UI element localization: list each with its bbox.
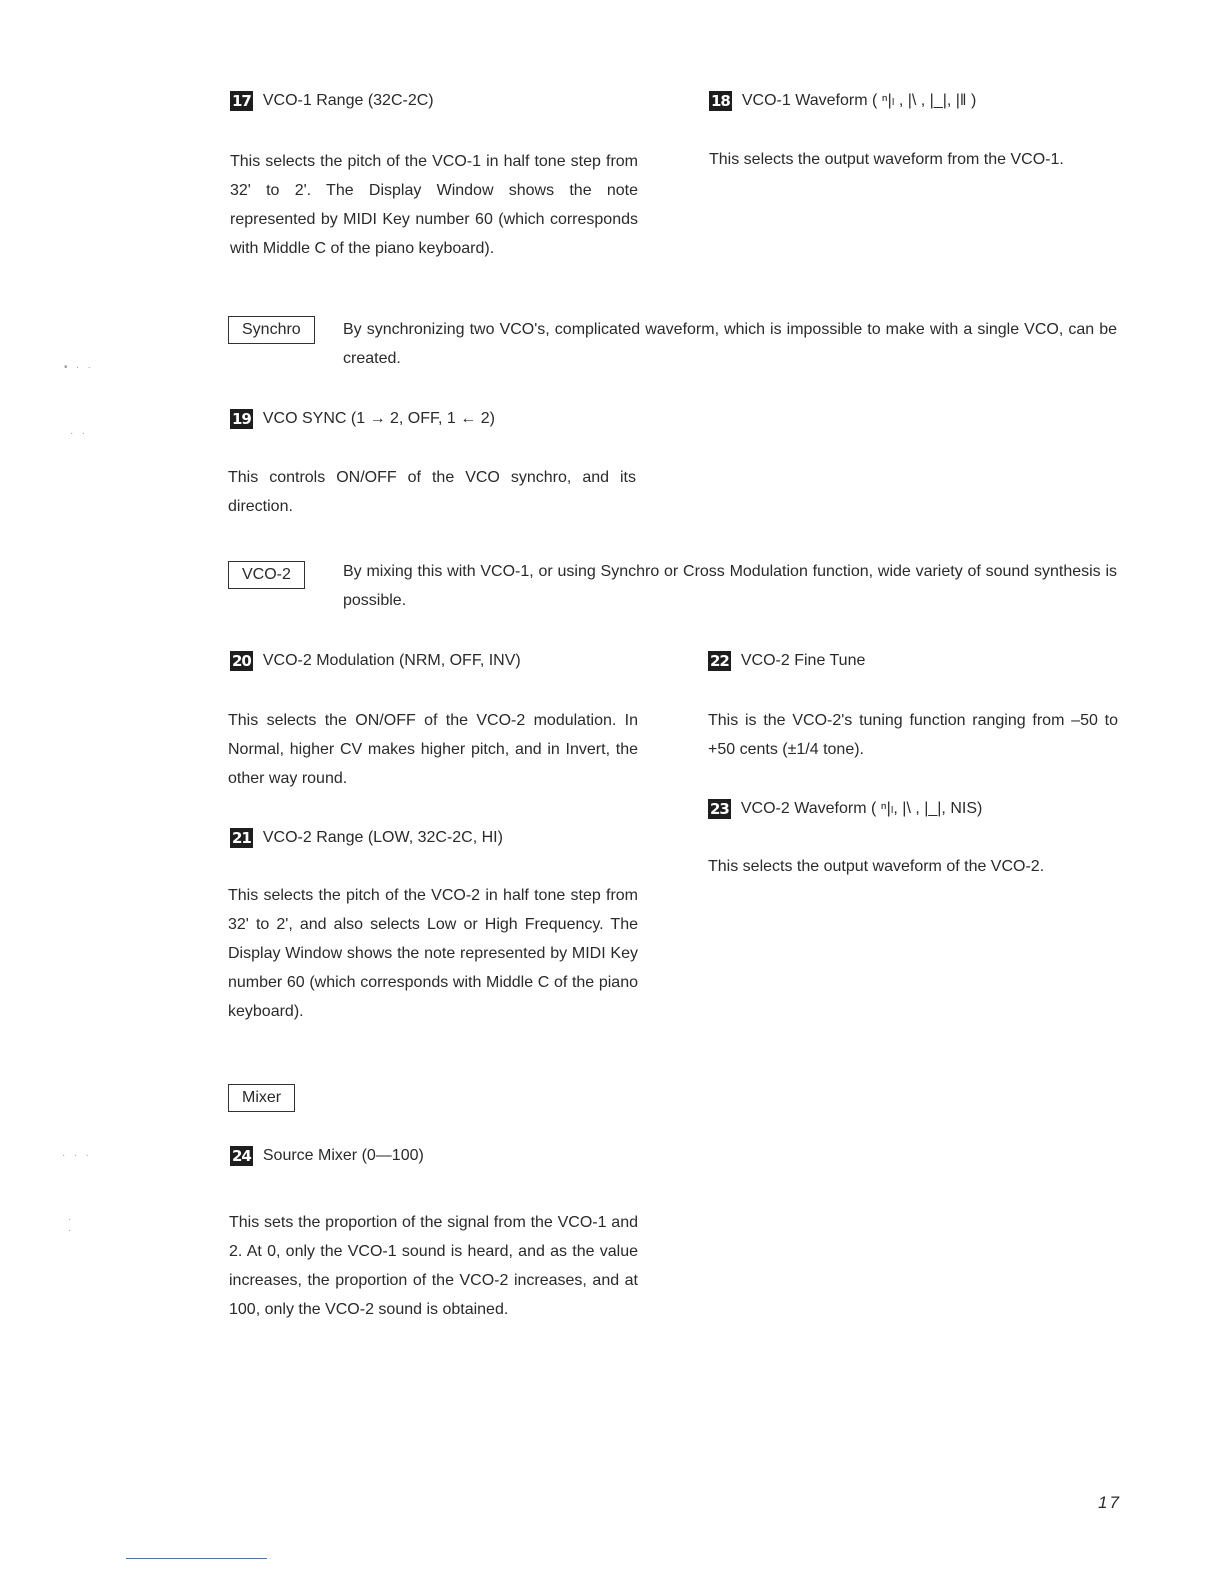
margin-specks: · · (70, 428, 85, 439)
margin-specks: · · · (62, 1150, 89, 1161)
section-17-badge: 17 (232, 92, 251, 110)
section-23-badge: 23 (710, 800, 729, 818)
section-21-body: This selects the pitch of the VCO-2 in half tone step from 32' to 2', and also selects Low or High Frequency. The Display Window shows the note represented by MIDI Key number 60 (which corresponds with Middle C of the piano keyboard). (228, 887, 638, 1020)
section-23-title: VCO-2 Waveform ( ⁿ|ₗ, |\ , |_|, NIS) (740, 800, 983, 817)
section-22-badge: 22 (710, 652, 729, 670)
section-18-title: VCO-1 Waveform ( ⁿ|ₗ , |\ , |_|, |‖ ) (741, 92, 977, 109)
section-19-title: VCO SYNC (1 → 2, OFF, 1 ← 2) (262, 410, 495, 427)
section-23-heading (708, 799, 982, 819)
section-21-badge: 21 (232, 829, 251, 847)
section-19-badge: 19 (232, 410, 251, 428)
page-number: 17 (1098, 1493, 1121, 1512)
section-19-heading (230, 409, 495, 429)
section-20-badge: 20 (232, 652, 251, 670)
section-17-body: This selects the pitch of the VCO-1 in half tone step from 32' to 2'. The Display Window shows the note represented by MIDI Key number 60 (which corresponds with Middle C of the piano keyboard). (230, 153, 638, 257)
section-22-body: This is the VCO-2's tuning function ranging from –50 to +50 cents (±1/4 tone). (708, 712, 1118, 758)
section-20-body: This selects the ON/OFF of the VCO-2 modulation. In Normal, higher CV makes higher pitch, and in Invert, the other way round. (228, 712, 638, 787)
section-24-body: This sets the proportion of the signal from the VCO-1 and 2. At 0, only the VCO-1 sound is heard, and as the value increases, the proportion of the VCO-2 increases, and at 100, only the VCO-2 sound is obtained. (229, 1214, 638, 1318)
section-24-badge: 24 (232, 1147, 251, 1165)
section-20-heading (230, 651, 521, 671)
synchro-label: Synchro (228, 316, 315, 344)
section-23-body: This selects the output waveform of the VCO-2. (708, 858, 1045, 875)
section-19-body: This controls ON/OFF of the VCO synchro, and its direction. (228, 469, 636, 515)
section-18-heading (709, 91, 976, 111)
margin-specks: · · (68, 1214, 72, 1236)
margin-specks: • · · (64, 362, 91, 373)
section-18-badge: 18 (711, 92, 730, 110)
section-17-title: VCO-1 Range (32C-2C) (262, 92, 434, 109)
section-20-title: VCO-2 Modulation (NRM, OFF, INV) (262, 652, 521, 669)
mixer-label: Mixer (228, 1084, 295, 1112)
section-21-heading (230, 828, 503, 848)
section-17-heading (230, 91, 434, 111)
vco2-label: VCO-2 (228, 561, 305, 589)
section-18-body: This selects the output waveform from the VCO-1. (709, 151, 1064, 168)
footer-rule (126, 1558, 267, 1559)
synchro-intro: By synchronizing two VCO's, complicated waveform, which is impossible to make with a single VCO, can be created. (343, 321, 1117, 367)
section-24-heading (230, 1146, 424, 1166)
section-22-title: VCO-2 Fine Tune (740, 652, 866, 669)
section-24-title: Source Mixer (0—100) (262, 1147, 424, 1164)
vco2-intro: By mixing this with VCO-1, or using Synchro or Cross Modulation function, wide variety of sound synthesis is possible. (343, 563, 1117, 609)
section-21-title: VCO-2 Range (LOW, 32C-2C, HI) (262, 829, 503, 846)
section-22-heading (708, 651, 865, 671)
